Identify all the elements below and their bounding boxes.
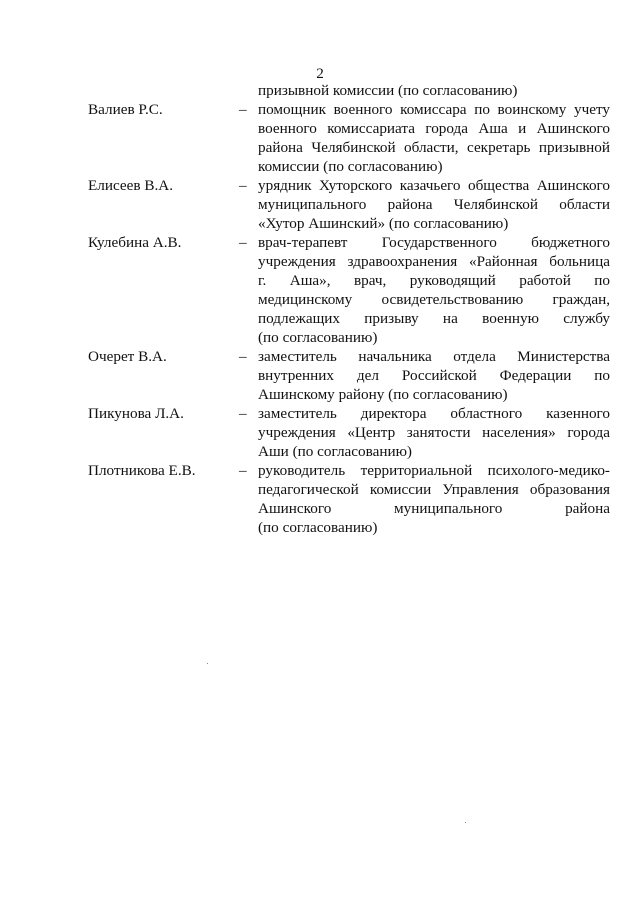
scan-speck	[207, 663, 208, 664]
text-line: педагогической комиссии Управления образования	[258, 481, 610, 498]
member-name: Плотникова Е.В.	[88, 462, 196, 479]
member-role	[258, 404, 610, 461]
text-line: Аши (по согласованию)	[258, 443, 412, 460]
text-line: заместитель начальника отдела Министерства	[258, 348, 610, 365]
text-line: помощник военного комиссара по воинскому учету	[258, 101, 610, 118]
dash-separator: –	[239, 234, 247, 251]
text-line: медицинскому освидетельствованию граждан,	[258, 291, 610, 308]
text-line: Ашинского муниципального района	[258, 500, 610, 517]
member-entry	[0, 347, 640, 404]
member-entry	[0, 233, 640, 347]
continuation-text	[258, 81, 610, 100]
member-name: Елисеев В.А.	[88, 177, 174, 194]
continuation-entry	[0, 81, 640, 100]
member-role	[258, 461, 610, 537]
member-name: Кулебина А.В.	[88, 234, 182, 251]
text-line: призывной комиссии (по согласованию)	[258, 82, 518, 99]
text-line: (по согласованию)	[258, 329, 378, 346]
text-line: комиссии (по согласованию)	[258, 158, 443, 175]
member-list	[0, 81, 640, 537]
text-line: «Хутор Ашинский» (по согласованию)	[258, 215, 509, 232]
text-line: учреждения здравоохранения «Районная больница	[258, 253, 610, 270]
member-role	[258, 100, 610, 176]
text-line: военного комиссариата города Аша и Ашинского	[258, 120, 610, 137]
text-line: руководитель территориальной психолого-медико-	[258, 462, 610, 479]
text-line: врач-терапевт Государственного бюджетного	[258, 234, 610, 251]
text-line: (по согласованию)	[258, 519, 378, 536]
member-name: Очерет В.А.	[88, 348, 167, 365]
dash-separator: –	[239, 348, 247, 365]
member-entry	[0, 176, 640, 233]
text-line: района Челябинской области, секретарь призывной	[258, 139, 610, 156]
dash-separator: –	[239, 462, 247, 479]
member-role	[258, 176, 610, 233]
page-number: 2	[316, 65, 324, 82]
member-entry	[0, 461, 640, 537]
members-container	[0, 100, 640, 537]
text-line: Ашинскому району (по согласованию)	[258, 386, 508, 403]
scan-speck	[465, 822, 466, 823]
member-entry	[0, 100, 640, 176]
member-name: Валиев Р.С.	[88, 101, 163, 118]
text-line: подлежащих призыву на военную службу	[258, 310, 610, 327]
text-line: урядник Хуторского казачьего общества Ашинского	[258, 177, 610, 194]
member-entry	[0, 404, 640, 461]
text-line: внутренних дел Российской Федерации по	[258, 367, 610, 384]
member-name: Пикунова Л.А.	[88, 405, 184, 422]
member-role	[258, 347, 610, 404]
dash-separator: –	[239, 177, 247, 194]
text-line: муниципального района Челябинской области	[258, 196, 610, 213]
dash-separator: –	[239, 405, 247, 422]
dash-separator: –	[239, 101, 247, 118]
member-role	[258, 233, 610, 347]
text-line: учреждения «Центр занятости населения» города	[258, 424, 610, 441]
text-line: заместитель директора областного казенного	[258, 405, 610, 422]
text-line: г. Аша», врач, руководящий работой по	[258, 272, 610, 289]
